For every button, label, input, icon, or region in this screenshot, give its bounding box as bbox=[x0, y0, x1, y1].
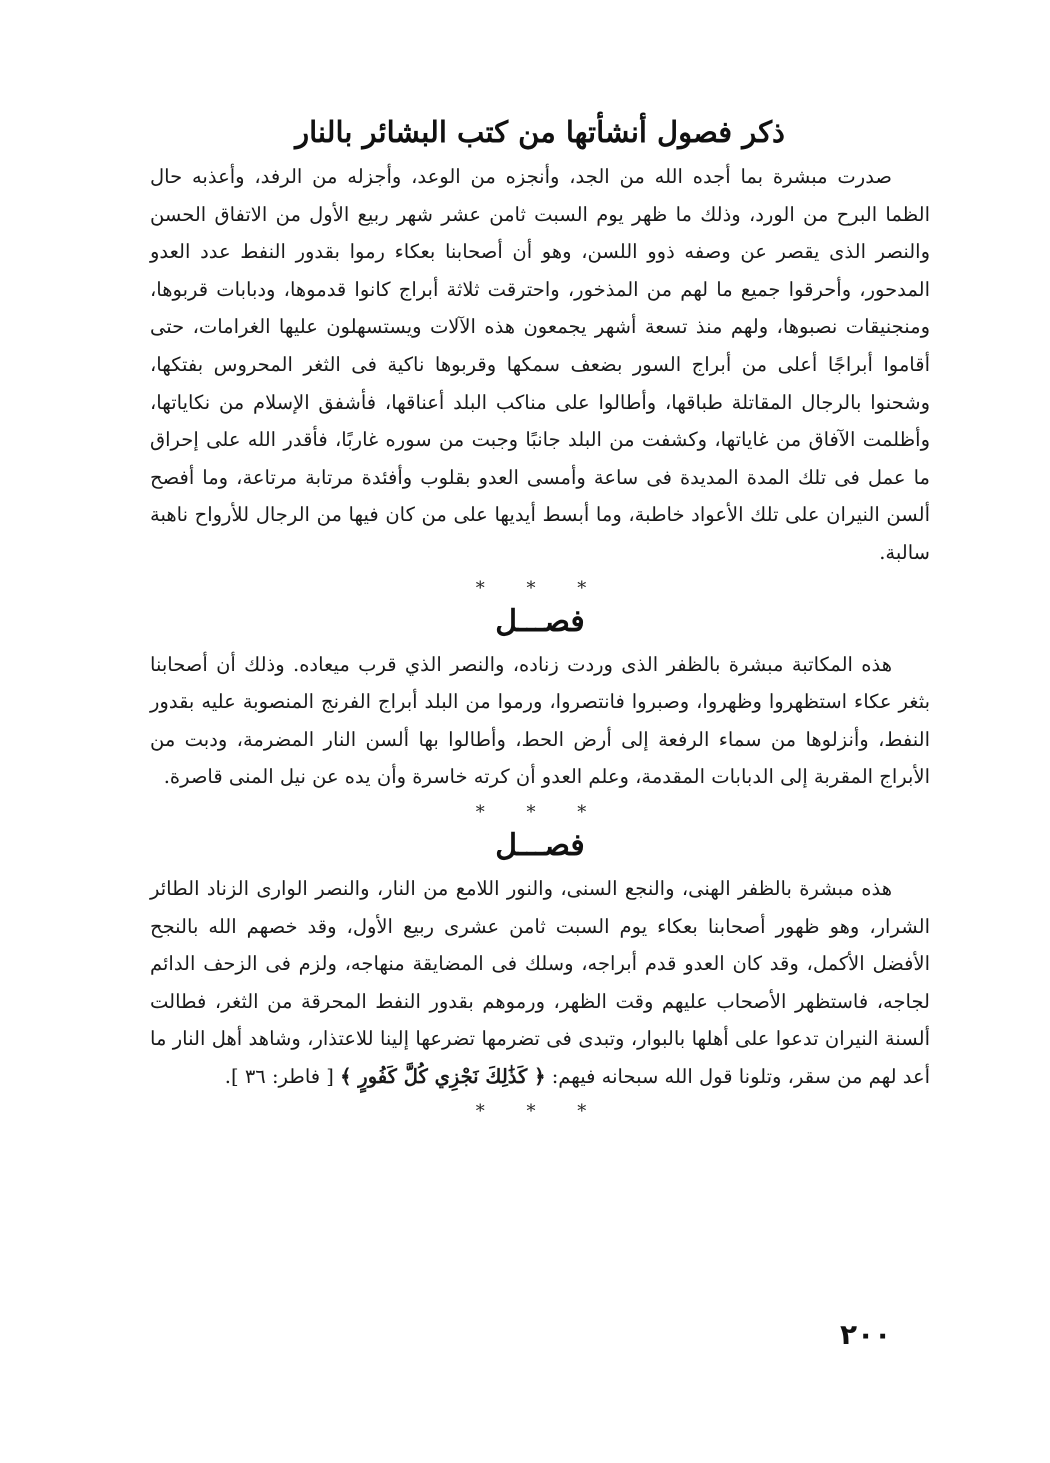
section-2-paragraph bbox=[150, 646, 930, 796]
section-2-heading: فصـــل bbox=[495, 603, 585, 639]
chapter-title: ذكر فصول أنشأتها من كتب البشائر بالنار bbox=[295, 115, 785, 149]
separator-stars: * * * bbox=[475, 1101, 605, 1123]
separator-stars: * * * bbox=[475, 801, 605, 823]
section-3-paragraph bbox=[150, 870, 930, 1096]
page-number: ٢٠٠ bbox=[840, 1318, 892, 1351]
section-2-text: هذه المكاتبة مبشرة بالظفر الذى وردت زناده، والنصر الذي قرب ميعاده. وذلك أن أصحابنا بثغر عكاء استظهروا وظهروا، وصبروا فانتصروا، ورموا من البلد أبراج الفرنج المنصوبة عليه بقدور النفط، وأنزلوها من سماء الرفعة إلى أرض الحط، وأطالوا بها ألسن النار المضرمة، ودبت من الأبراج المقربة إلى الدبابات المقدمة، وعلم العدو أن كرته خاسرة وأن يده عن نيل المنى قاصرة. bbox=[150, 652, 930, 789]
separator-stars: * * * bbox=[475, 577, 605, 599]
section-3-heading: فصـــل bbox=[495, 827, 585, 863]
section-1-paragraph bbox=[150, 158, 930, 572]
section-1-text: صدرت مبشرة بما أجده الله من الجد، وأنجزه من الوعد، وأجزله من الرفد، وأعذبه حال الظما البرح من الورد، وذلك ما ظهر يوم السبت ثامن عشر شهر ربيع الأول من الاتفاق الحسن والنصر الذى يقصر عن وصفه ذوو اللسن، وهو أن أصحابنا بعكاء رموا بقدور النفط عدد العدو المدحور، وأحرقوا جميع ما لهم من المذخور، واحترقت ثلاثة أبراج كانوا قدموها، ودبابات قربوها، ومنجنيقات نصبوها، ولهم منذ تسعة أشهر يجمعون هذه الآلات ويستسهلون عليها الغرامات، حتى أقاموا أبراجًا أعلى من أبراج السور بضعف سمكها وقربوها ناكية فى الثغر المحروس بفتكها، وشحنوا بالرجال المقاتلة طباقها، وأطالوا على مناكب البلد أعناقها، فأشفق الإسلام من نكاياتها، وأظلمت الآفاق من غاياتها، وكشفت من البلد جانبًا وجبت من سوره غاربًا، فأقدر الله على إحراق ما عمل فى تلك المدة المديدة فى ساعة وأمسى العدو بقلوب وأفئدة مرتابة مرتاعة، وما أفصح ألسن النيران على تلك الأعواد خاطبة، وما أبسط أيديها على من كان فيها من الرجال للأرواح ناهبة سالبة. bbox=[150, 165, 930, 564]
quran-verse: ﴿ كَذَٰلِكَ نَجْزِي كُلَّ كَفُورٍ ﴾ bbox=[340, 1064, 546, 1088]
verse-citation: [ فاطر: ٣٦ ]. bbox=[224, 1064, 341, 1088]
section-3-text: هذه مبشرة بالظفر الهنى، والنجع السنى، والنور اللامع من النار، والنصر الوارى الزناد الطائر الشرار، وهو ظهور أصحابنا بعكاء يوم السبت ثامن عشرى ربيع الأول، وقد خصهم الله بالنجح الأفضل الأكمل، وقد كان العدو قدم أبراجه، وسلك فى المضايقة منهاجه، ولزم فى الزحف الدائم لجاجه، فاستظهر الأصحاب عليهم وقت الظهر، ورموهم بقدور النفط المحرقة من الثغر، فطالت ألسنة النيران تدعوا على أهلها بالبوار، وتبدى فى تضرمها تضرعها إلينا للاعتذار، وشاهد أهل النار ما أعد لهم من سقر، وتلونا قول الله سبحانه فيهم: bbox=[150, 876, 930, 1088]
document-page bbox=[150, 112, 930, 1125]
